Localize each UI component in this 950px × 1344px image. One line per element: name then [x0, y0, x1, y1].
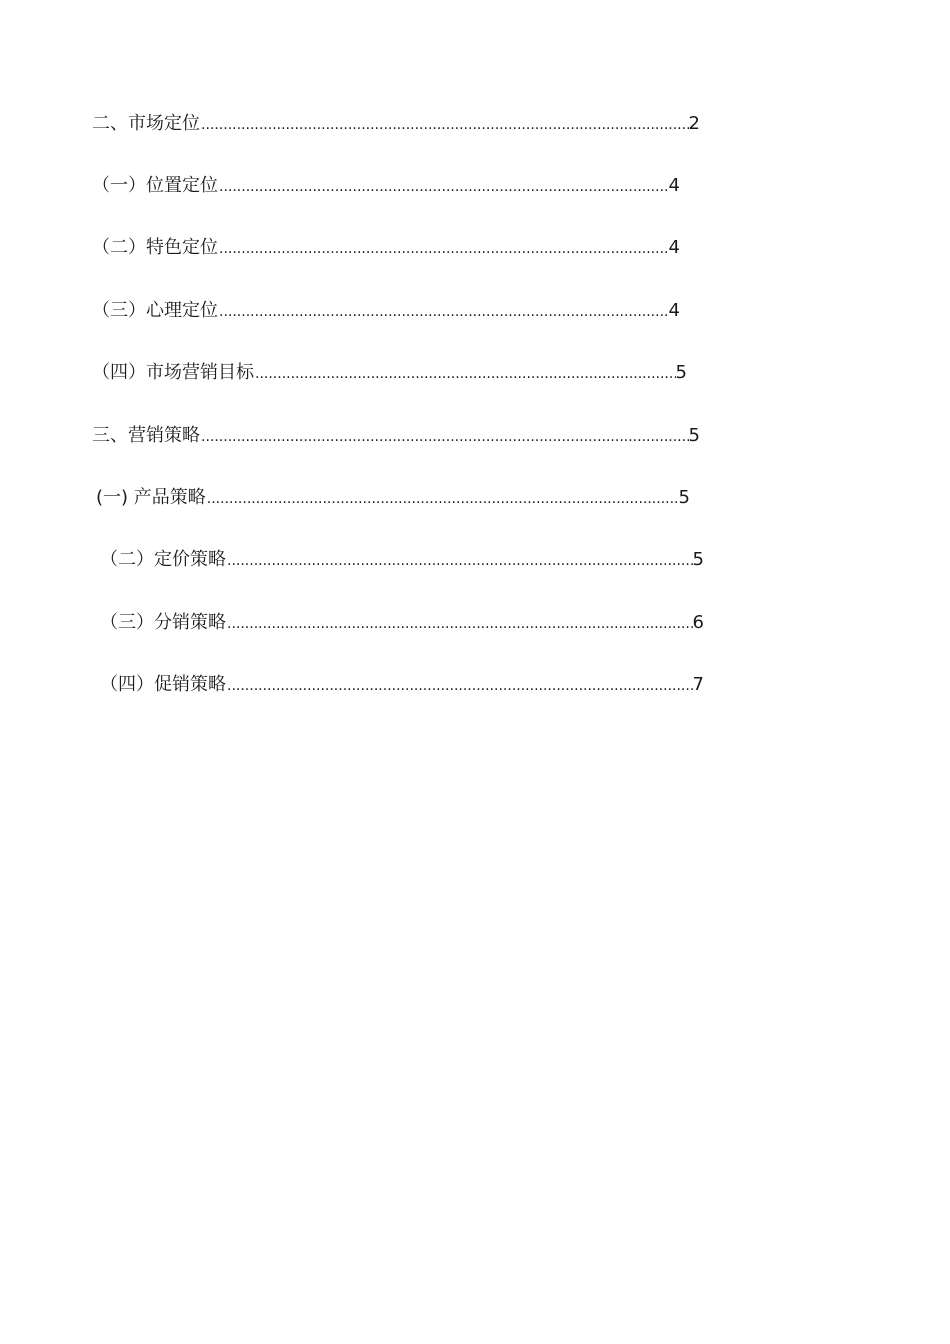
toc-entry-marketing-goals[interactable]	[92, 360, 687, 386]
toc-dot-leader	[200, 112, 689, 138]
toc-dot-leader	[226, 673, 693, 699]
toc-entry-label: 三、营销策略	[92, 425, 200, 446]
toc-entry-label: （四）市场营销目标	[92, 362, 254, 383]
toc-page-number: 7	[692, 674, 704, 695]
toc-page-number: 5	[692, 549, 704, 570]
toc-page-number: 4	[668, 175, 680, 196]
toc-entry-marketing-strategy[interactable]	[92, 423, 700, 449]
toc-entry-label: （三）分销策略	[100, 612, 226, 633]
toc-dot-leader	[206, 486, 679, 512]
toc-dot-leader	[254, 361, 676, 387]
toc-entry-promotion-strategy[interactable]	[100, 672, 704, 698]
toc-page-number: 2	[688, 113, 700, 134]
toc-dot-leader	[200, 424, 689, 450]
toc-entry-label: （三）心理定位	[92, 300, 218, 321]
toc-entry-distribution-strategy[interactable]	[100, 610, 704, 636]
toc-page-number: 5	[678, 487, 690, 508]
toc-page-number: 6	[692, 612, 704, 633]
toc-dot-leader	[226, 548, 693, 574]
toc-page-number: 5	[675, 362, 687, 383]
toc-entry-product-strategy[interactable]	[96, 485, 690, 511]
toc-dot-leader	[218, 236, 669, 262]
toc-entry-label: (一) 产品策略	[96, 487, 206, 508]
toc-entry-feature-positioning[interactable]	[92, 235, 680, 261]
toc-page-number: 4	[668, 300, 680, 321]
toc-page-number: 5	[688, 425, 700, 446]
toc-entry-market-positioning[interactable]	[92, 111, 700, 137]
toc-page-number: 4	[668, 237, 680, 258]
toc-entry-location-positioning[interactable]	[92, 173, 680, 199]
toc-entry-label: （四）促销策略	[100, 674, 226, 695]
toc-entry-label: （一）位置定位	[92, 175, 218, 196]
toc-dot-leader	[218, 174, 669, 200]
toc-entry-label: 二、市场定位	[92, 113, 200, 134]
toc-entry-pricing-strategy[interactable]	[100, 547, 704, 573]
toc-entry-label: （二）定价策略	[100, 549, 226, 570]
toc-entry-psychological-positioning[interactable]	[92, 298, 680, 324]
toc-dot-leader	[226, 611, 693, 637]
toc-entry-label: （二）特色定位	[92, 237, 218, 258]
toc-dot-leader	[218, 299, 669, 325]
